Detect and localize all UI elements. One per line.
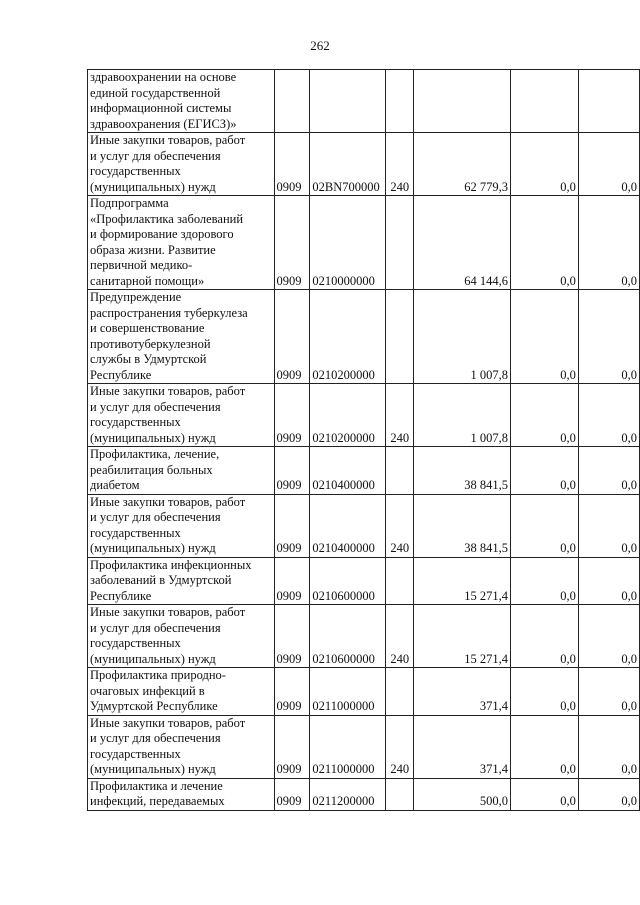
row-name-cell: Профилактика, лечение, реабилитация больных диабетом <box>88 447 275 495</box>
target-article-cell: 0210600000 <box>310 557 386 605</box>
table-body <box>88 70 640 811</box>
expense-type-cell <box>386 196 414 290</box>
table-row <box>88 290 640 384</box>
expense-type-cell: 240 <box>386 715 414 778</box>
amount-cell-1 <box>414 70 511 133</box>
page-number: 262 <box>310 38 330 53</box>
section-code-cell: 0909 <box>274 557 310 605</box>
amount-cell-2: 0,0 <box>511 778 579 810</box>
amount-cell-1: 371,4 <box>414 715 511 778</box>
row-name-cell: Иные закупки товаров, работ и услуг для обеспечения государственных (муниципальных) нужд <box>88 715 275 778</box>
section-code-cell: 0909 <box>274 384 310 447</box>
table-row <box>88 384 640 447</box>
section-code-cell: 0909 <box>274 778 310 810</box>
expense-type-cell: 240 <box>386 133 414 196</box>
expense-type-cell: 240 <box>386 384 414 447</box>
amount-cell-1: 1 007,8 <box>414 290 511 384</box>
amount-cell-2: 0,0 <box>511 668 579 716</box>
target-article-cell <box>310 70 386 133</box>
amount-cell-1: 500,0 <box>414 778 511 810</box>
target-article-cell: 0210600000 <box>310 605 386 668</box>
amount-cell-3: 0,0 <box>578 668 639 716</box>
section-code-cell <box>274 70 310 133</box>
amount-cell-1: 1 007,8 <box>414 384 511 447</box>
row-name-cell: Иные закупки товаров, работ и услуг для обеспечения государственных (муниципальных) нужд <box>88 133 275 196</box>
table-row <box>88 715 640 778</box>
target-article-cell: 0211000000 <box>310 668 386 716</box>
section-code-cell: 0909 <box>274 447 310 495</box>
budget-table <box>87 69 640 811</box>
expense-type-cell <box>386 668 414 716</box>
amount-cell-2 <box>511 70 579 133</box>
amount-cell-3: 0,0 <box>578 715 639 778</box>
amount-cell-3: 0,0 <box>578 133 639 196</box>
amount-cell-1: 64 144,6 <box>414 196 511 290</box>
target-article-cell: 0210000000 <box>310 196 386 290</box>
amount-cell-3: 0,0 <box>578 447 639 495</box>
amount-cell-2: 0,0 <box>511 196 579 290</box>
table-row <box>88 668 640 716</box>
expense-type-cell <box>386 447 414 495</box>
table-row <box>88 778 640 810</box>
amount-cell-1: 15 271,4 <box>414 557 511 605</box>
target-article-cell: 0210200000 <box>310 384 386 447</box>
table-row <box>88 605 640 668</box>
amount-cell-2: 0,0 <box>511 133 579 196</box>
row-name-cell: Иные закупки товаров, работ и услуг для обеспечения государственных (муниципальных) нужд <box>88 384 275 447</box>
amount-cell-3: 0,0 <box>578 494 639 557</box>
target-article-cell: 0211000000 <box>310 715 386 778</box>
table-row <box>88 133 640 196</box>
section-code-cell: 0909 <box>274 715 310 778</box>
amount-cell-2: 0,0 <box>511 290 579 384</box>
amount-cell-2: 0,0 <box>511 715 579 778</box>
amount-cell-1: 38 841,5 <box>414 494 511 557</box>
amount-cell-3: 0,0 <box>578 778 639 810</box>
row-name-cell: здравоохранении на основе единой государственной информационной системы здравоохранения (ЕГИСЗ)» <box>88 70 275 133</box>
section-code-cell: 0909 <box>274 668 310 716</box>
expense-type-cell: 240 <box>386 605 414 668</box>
amount-cell-2: 0,0 <box>511 605 579 668</box>
amount-cell-1: 371,4 <box>414 668 511 716</box>
amount-cell-1: 15 271,4 <box>414 605 511 668</box>
amount-cell-2: 0,0 <box>511 494 579 557</box>
amount-cell-3: 0,0 <box>578 605 639 668</box>
target-article-cell: 0210200000 <box>310 290 386 384</box>
section-code-cell: 0909 <box>274 605 310 668</box>
table-row <box>88 494 640 557</box>
target-article-cell: 02BN700000 <box>310 133 386 196</box>
section-code-cell: 0909 <box>274 494 310 557</box>
amount-cell-1: 38 841,5 <box>414 447 511 495</box>
amount-cell-2: 0,0 <box>511 557 579 605</box>
amount-cell-3: 0,0 <box>578 384 639 447</box>
amount-cell-2: 0,0 <box>511 447 579 495</box>
expense-type-cell: 240 <box>386 494 414 557</box>
amount-cell-2: 0,0 <box>511 384 579 447</box>
amount-cell-1: 62 779,3 <box>414 133 511 196</box>
target-article-cell: 0210400000 <box>310 494 386 557</box>
amount-cell-3: 0,0 <box>578 290 639 384</box>
row-name-cell: Иные закупки товаров, работ и услуг для обеспечения государственных (муниципальных) нужд <box>88 605 275 668</box>
table-row <box>88 557 640 605</box>
row-name-cell: Профилактика и лечение инфекций, передаваемых <box>88 778 275 810</box>
section-code-cell: 0909 <box>274 133 310 196</box>
section-code-cell: 0909 <box>274 196 310 290</box>
amount-cell-3: 0,0 <box>578 557 639 605</box>
expense-type-cell <box>386 290 414 384</box>
row-name-cell: Профилактика природно- очаговых инфекций в Удмуртской Республике <box>88 668 275 716</box>
amount-cell-3 <box>578 70 639 133</box>
row-name-cell: Предупреждение распространения туберкулеза и совершенствование противотуберкулезной службы в Удмуртской Республике <box>88 290 275 384</box>
table-row <box>88 70 640 133</box>
row-name-cell: Профилактика инфекционных заболеваний в Удмуртской Республике <box>88 557 275 605</box>
row-name-cell: Иные закупки товаров, работ и услуг для обеспечения государственных (муниципальных) нужд <box>88 494 275 557</box>
amount-cell-3: 0,0 <box>578 196 639 290</box>
target-article-cell: 0210400000 <box>310 447 386 495</box>
table-row <box>88 447 640 495</box>
expense-type-cell <box>386 557 414 605</box>
target-article-cell: 0211200000 <box>310 778 386 810</box>
row-name-cell: Подпрограмма «Профилактика заболеваний и формирование здорового образа жизни. Развитие первичной медико- санитарной помощи» <box>88 196 275 290</box>
table-row <box>88 196 640 290</box>
expense-type-cell <box>386 778 414 810</box>
section-code-cell: 0909 <box>274 290 310 384</box>
expense-type-cell <box>386 70 414 133</box>
